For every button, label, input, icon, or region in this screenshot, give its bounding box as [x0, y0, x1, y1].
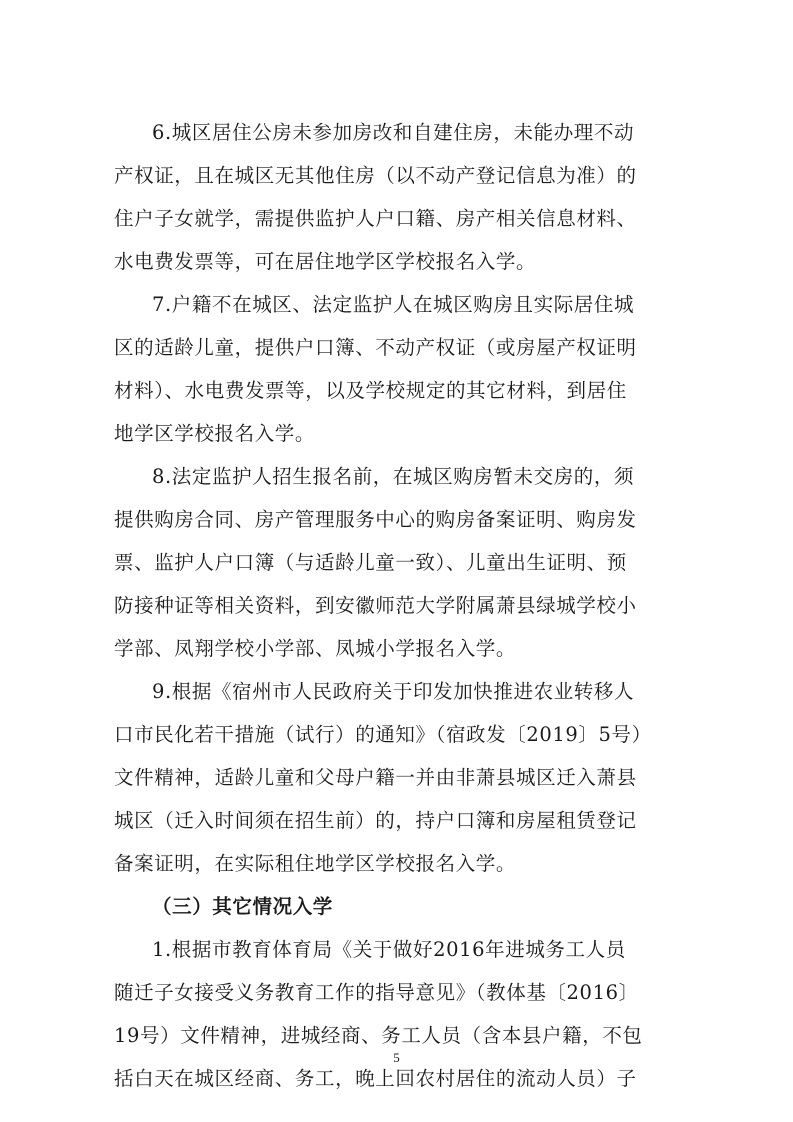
paragraph-6-line-2: 产权证，且在城区无其他住房（以不动产登记信息为准）的: [114, 164, 637, 187]
paragraph-9-line-2: 口市民化若干措施（试行）的通知》（宿政发〔2019〕5号）: [114, 723, 652, 746]
paragraph-9-line-3: 文件精神，适龄儿童和父母户籍一并由非萧县城区迁入萧县: [114, 766, 637, 789]
paragraph-1-line-4: 括白天在城区经商、务工，晚上回农村居住的流动人员）子: [114, 1067, 637, 1090]
paragraph-9-line-1: 9.根据《宿州市人民政府关于印发加快推进农业转移人: [152, 680, 635, 703]
paragraph-6-line-4: 水电费发票等，可在居住地学区学校报名入学。: [114, 250, 537, 273]
paragraph-7-line-1: 7.户籍不在城区、法定监护人在城区购房且实际居住城: [152, 293, 635, 316]
paragraph-1-line-1: 1.根据市教育体育局《关于做好2016年进城务工人员: [152, 938, 626, 961]
paragraph-6-line-1: 6.城区居住公房未参加房改和自建住房，未能办理不动: [152, 121, 635, 144]
paragraph-1-line-3: 19号）文件精神，进城经商、务工人员（含本县户籍，不包: [114, 1024, 643, 1047]
paragraph-1-line-2: 随迁子女接受义务教育工作的指导意见》（教体基〔2016〕: [114, 981, 639, 1004]
paragraph-8-line-4: 防接种证等相关资料，到安徽师范大学附属萧县绿城学校小: [114, 594, 637, 617]
paragraph-9-line-4: 城区（迁入时间须在招生前）的，持户口簿和房屋租赁登记: [114, 809, 637, 832]
paragraph-8-line-1: 8.法定监护人招生报名前，在城区购房暂未交房的，须: [152, 465, 635, 488]
page-number: 5: [393, 1050, 400, 1065]
paragraph-9-line-5: 备案证明，在实际租住地学区学校报名入学。: [114, 852, 517, 875]
paragraph-6-line-3: 住户子女就学，需提供监护人户口籍、房产相关信息材料、: [114, 207, 637, 230]
section-heading: （三）其它情况入学: [152, 895, 333, 918]
paragraph-8-line-2: 提供购房合同、房产管理服务中心的购房备案证明、购房发: [114, 508, 637, 531]
paragraph-8-line-3: 票、监护人户口簿（与适龄儿童一致）、儿童出生证明、预: [114, 551, 627, 574]
paragraph-7-line-4: 地学区学校报名入学。: [114, 422, 316, 445]
paragraph-7-line-2: 区的适龄儿童，提供户口簿、不动产权证（或房屋产权证明: [114, 336, 637, 359]
paragraph-8-line-5: 学部、凤翔学校小学部、凤城小学报名入学。: [114, 637, 517, 660]
paragraph-7-line-3: 材料）、水电费发票等，以及学校规定的其它材料，到居住: [114, 379, 627, 402]
